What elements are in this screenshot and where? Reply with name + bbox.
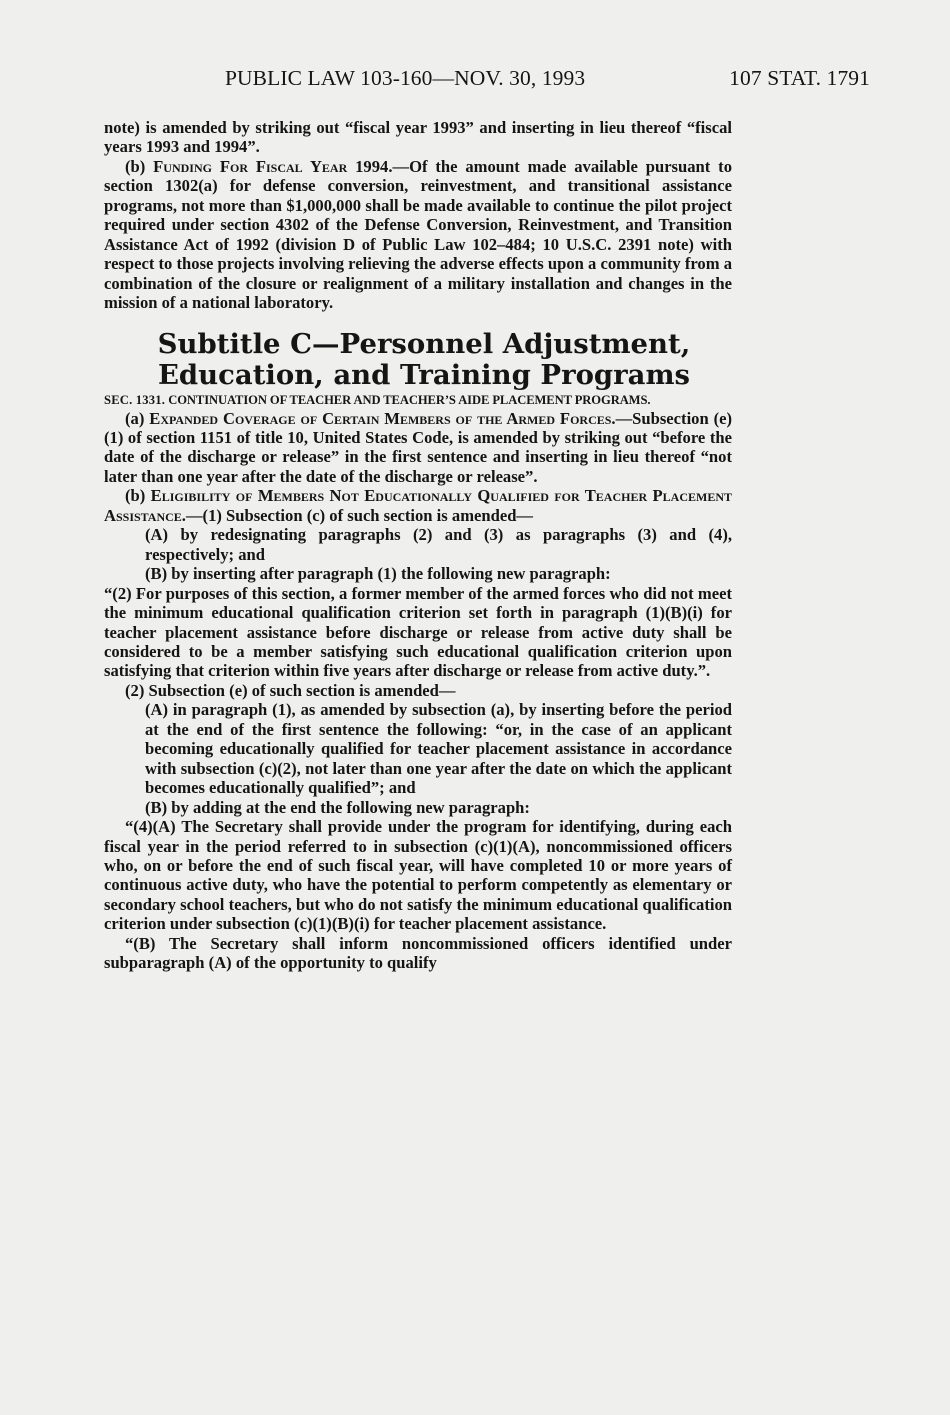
paragraph-funding [104,157,732,313]
paragraph-marker: (b) [125,156,154,176]
document-body [104,118,732,973]
quoted-paragraph-2: “(2) For purposes of this section, a former member of the armed forces who did not meet the minimum educational qualification criterion set forth in paragraph (1)(B)(i) for teacher placement assistance before discharge or release from active duty shall be considered to be a member satisfying such educational qualification criterion upon satisfying that criterion within five years after discharge or release from active duty.”. [104,583,732,681]
header-law-citation: PUBLIC LAW 103-160—NOV. 30, 1993 [225,66,586,90]
subparagraph-b-A [104,525,732,564]
paragraph-text: .—Of the amount made available pursuant to section 1302(a) for defense conversion, reinvestment, and transitional assistance programs, not more than $1,000,000 shall be made available to continue the pilot project required under section 4302 of the Defense Conversion, Reinvestment, and Transition Assistance Act of 1992 (division D of Public Law 102–484; 10 U.S.C. 2391 note) with respect to those projects involving relieving the adverse effects upon a community from a combination of the closure or realignment of a military installation and changes in the mission of a national laboratory. [104,156,732,313]
subparagraph-2-A: (A) in paragraph (1), as amended by subsection (a), by inserting before the period at the end of the first sentence the following: “or, in the case of an applicant becoming educationally qualified for teacher placement assistance in accordance with subsection (c)(2), not later than one year after the date on which the applicant becomes educationally qualified”; and [145,700,732,798]
subtitle-line-2: Education, and Training Programs [157,358,691,391]
paragraph-marker: (a) [125,408,150,428]
paragraph-heading: Expanded Coverage of Certain Members of the Armed Forces [149,408,612,428]
paragraph-b [104,486,732,525]
subparagraph-b-B: (B) by inserting after paragraph (1) the following new paragraph: [145,564,611,584]
section-title: CONTINUATION OF TEACHER AND TEACHER’S AIDE PLACEMENT PROGRAMS. [168,392,651,407]
quoted-paragraph-4A: “(4)(A) The Secretary shall provide under the program for identifying, during each fiscal year in the period referred to in subsection (c)(1)(A), noncommissioned officers who, on or before the end of such fiscal year, will have completed 10 or more years of continuous active duty, who have the potential to perform competently as elementary or secondary school teachers, but who do not satisfy the minimum educational qualification criterion under subsection (c)(1)(B)(i) for teacher placement assistance. [104,817,732,934]
section-number: SEC. 1331. [104,392,166,407]
subparagraph-text: (A) by redesignating paragraphs (2) and (3) as paragraphs (3) and (4), respectively; and [145,525,732,564]
paragraph-text: .—(1) Subsection (c) of such section is amended— [181,505,534,525]
subtitle-line-1: Subtitle C—Personnel Adjustment, [157,327,691,360]
section-heading [104,391,732,409]
paragraph-a [104,409,732,487]
paragraph-heading: Funding For Fiscal Year 1994 [153,156,389,176]
paragraph-text: .—Subsection (e)(1) of section 1151 of title 10, United States Code, is amended by striking out “before the date of the discharge or release” in the first sentence and inserting in lieu thereof “not later than one year after the date of the discharge or release”. [104,408,733,486]
page-header [225,66,870,100]
subparagraph-2-B: (B) by adding at the end the following new paragraph: [145,797,530,817]
paragraph-heading: Eligibility of Members Not Educationally Qualified for Teacher Placement Assistance [104,486,732,525]
subtitle-heading [104,329,732,391]
paragraph-continuation: note) is amended by striking out “fiscal year 1993” and inserting in lieu thereof “fiscal years 1993 and 1994”. [104,118,732,157]
paragraph-marker: (b) [125,486,151,506]
quoted-paragraph-4B: “(B) The Secretary shall inform noncommissioned officers identified under subparagraph (A) of the opportunity to qualify [104,933,732,973]
paragraph-2: (2) Subsection (e) of such section is amended— [125,680,456,700]
header-stat-page: 107 STAT. 1791 [729,66,870,90]
